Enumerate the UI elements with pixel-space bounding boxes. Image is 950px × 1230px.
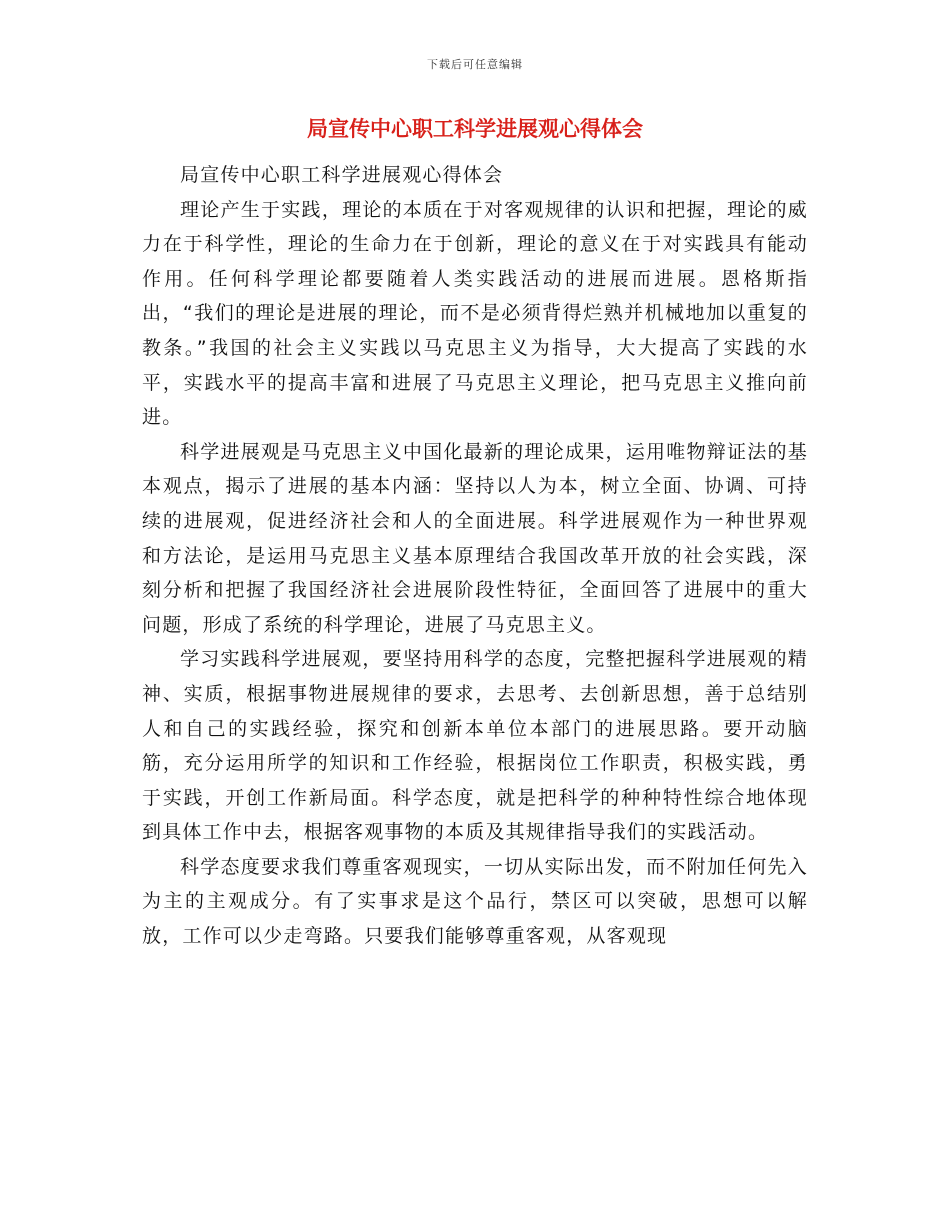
header-note: 下载后可任意编辑 xyxy=(427,58,523,71)
body-paragraph: 科学态度要求我们尊重客观现实，一切从实际出发，而不附加任何先入为主的主观成分。有了实事求是这个品行，禁区可以突破，思想可以解放，工作可以少走弯路。只要我们能够尊重客观，从客观现 xyxy=(142,855,808,948)
body-paragraph: 学习实践科学进展观，要坚持用科学的态度，完整把握科学进展观的精神、实质，根据事物进展规律的要求，去思考、去创新思想，善于总结别人和自己的实践经验，探究和创新本单位本部门的进展思路。要开动脑筋，充分运用所学的知识和工作经验，根据岗位工作职责，积极实践，勇于实践，开创工作新局面。科学态度，就是把科学的种种特性综合地体现到具体工作中去，根据客观事物的本质及其规律指导我们的实践活动。 xyxy=(142,648,808,844)
subtitle-paragraph: 局宣传中心职工科学进展观心得体会 xyxy=(180,164,504,186)
document-body xyxy=(142,158,808,954)
body-paragraph: 理论产生于实践，理论的本质在于对客观规律的认识和把握，理论的威力在于科学性，理论的生命力在于创新，理论的意义在于对实践具有能动作用。任何科学理论都要随着人类实践活动的进展而进展。恩格斯指出，“我们的理论是进展的理论，而不是必须背得烂熟并机械地加以重复的教条。”我国的社会主义实践以马克思主义为指导，大大提高了实践的水平，实践水平的提高丰富和进展了马克思主义理论，把马克思主义推向前进。 xyxy=(142,198,808,429)
document-title: 局宣传中心职工科学进展观心得体会 xyxy=(307,117,643,141)
body-paragraph: 科学进展观是马克思主义中国化最新的理论成果，运用唯物辩证法的基本观点，揭示了进展的基本内涵：坚持以人为本，树立全面、协调、可持续的进展观，促进经济社会和人的全面进展。科学进展观作为一种世界观和方法论，是运用马克思主义基本原理结合我国改革开放的社会实践，深刻分析和把握了我国经济社会进展阶段性特征，全面回答了进展中的重大问题，形成了系统的科学理论，进展了马克思主义。 xyxy=(142,440,808,636)
